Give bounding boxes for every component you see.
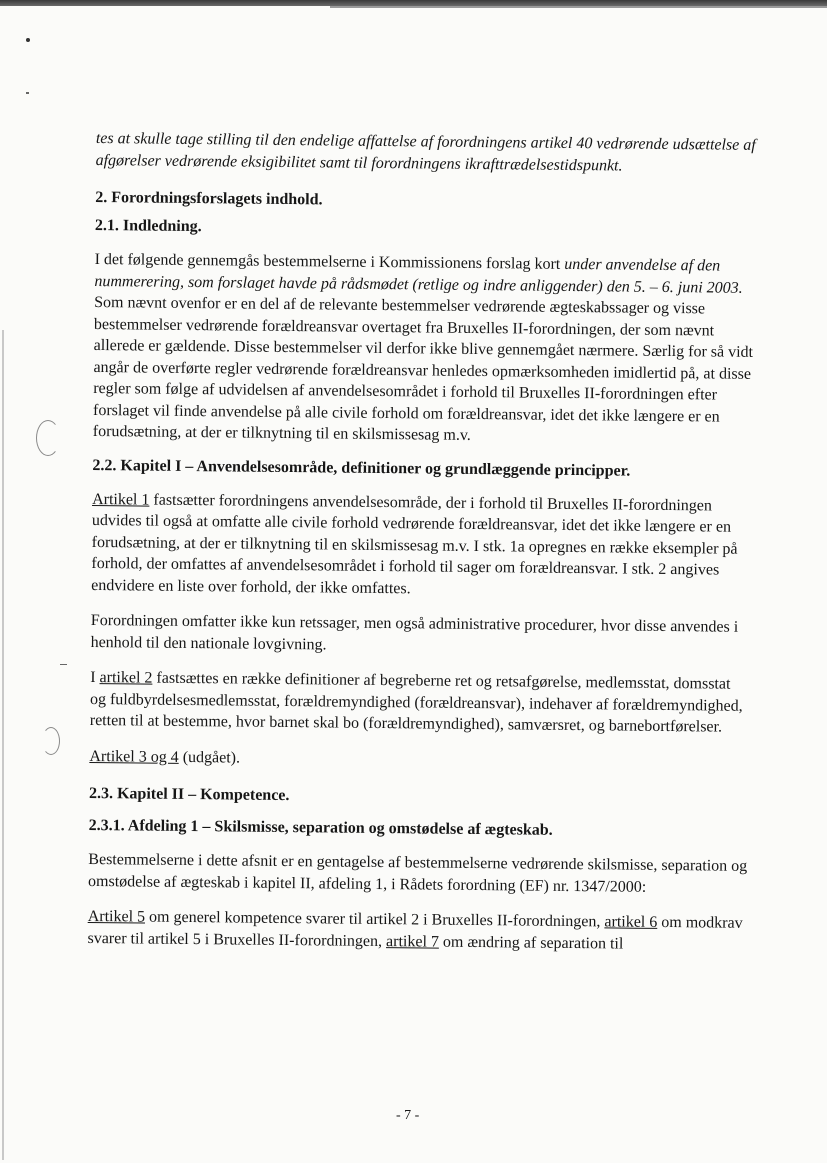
document-body (87, 128, 756, 956)
article-reference: artikel 7 (385, 932, 440, 951)
heading-2-3-1: 2.3.1. Afdeling 1 – Skilsmisse, separation og omstødelse af ægteskab. (88, 816, 553, 839)
text-segment: (udgået). (178, 748, 241, 767)
scan-left-edge (2, 330, 4, 1160)
heading-2: 2. Forordningsforslagets indhold. (95, 188, 323, 209)
text-segment: I det følgende gennemgås bestemmelserne i Kommissionens forslag kort (94, 250, 565, 273)
text-segment: I (90, 668, 100, 687)
article-reference: Artikel 1 (92, 490, 150, 509)
article-reference: Artikel 5 (87, 907, 146, 926)
paragraph-artikel-1 (91, 488, 752, 602)
page-number: - 7 - (396, 1108, 420, 1123)
article-reference: artikel 2 (99, 669, 153, 687)
intro-paragraph: tes at skulle tage stilling til den endelige affattelse af forordningens artikel 40 vedrørende udsættelse af afgørelser vedrørende eksigibilitet samt til forordningens ikrafttrædelsestidspunkt. (95, 129, 756, 175)
paragraph-indledning (93, 249, 755, 449)
scan-speck (26, 38, 30, 42)
paragraph-artikel-3-4 (89, 745, 749, 773)
paragraph-administrative: Forordningen omfatter ikke kun retssager, men også administrative procedurer, hvor disse anvendes i henhold til den nationale lovgivning. (90, 611, 739, 653)
text-segment: om generel kompetence svarer til artikel 2 i Bruxelles II-forordningen, (144, 908, 605, 931)
text-segment: om ændring af separation til (438, 933, 624, 953)
scan-speck (60, 664, 67, 665)
italic-segment: under anvendelse af den nummerering, som forslaget havde på rådsmødet (retlige og indre anliggender) den 5. – 6. juni 2003. (94, 255, 743, 297)
scan-speck (26, 92, 29, 94)
article-reference: Artikel 3 og 4 (89, 747, 179, 766)
text-segment: fastsættes en række definitioner af begreberne ret og retsafgørelse, medlemsstat, domsstat og fuldbyrdelsesmedlemsstat, forældremyndighed (forældreansvar), indehaver af forældremyndighed, retten til at bestemme, hvor barnet skal bo (forældremyndighed), samværsret, og barnebortførelser. (89, 669, 743, 736)
heading-2-3: 2.3. Kapitel II – Kompetence. (88, 784, 290, 805)
scan-top-edge-shadow (330, 6, 827, 8)
paragraph-artikel-5 (87, 906, 747, 956)
text-segment: Som nævnt ovenfor er en del af de relevante bestemmelser vedrørende ægteskabssager og visse bestemmelser vedrørende forældreansvar overtaget fra Bruxelles II-forordningen, der som nævnt allerede er gældende. Disse bestemmelser vil derfor ikke blive gennemgået nærmere. Særlig for så vidt angår de overførte regler vedrørende forældreansvar henledes opmærksomheden imidlertid på, at disse regler som følge af udvidelsen af anvendelsesområdet i forhold til Bruxelles II-forordningen efter forslaget vil finde anvendelse på alle civile forhold om forældreansvar, idet det ikke længere er en forudsætning, at der er tilknytning til en skilsmissesag m.v. (92, 293, 754, 444)
text-segment: fastsætter forordningens anvendelsesområde, der i forhold til Bruxelles II-forordningen udvides til også at omfatte alle civile forhold vedrørende forældreansvar, idet det ikke længere er en forudsætning, at der er tilknytning til en skilsmissesag m.v. I stk. 1a opregnes en række eksempler på forhold, der omfattes af anvendelsesområdet i forhold til sager om forældreansvar. I stk. 2 angives endvidere en liste over forhold, der ikke omfattes. (91, 491, 738, 597)
heading-2-2: 2.2. Kapitel I – Anvendelsesområde, definitioner og grundlæggende principper. (92, 456, 631, 480)
punch-hole-mark (36, 420, 60, 456)
heading-2-1: 2.1. Indledning. (94, 216, 202, 236)
paragraph-artikel-2 (90, 667, 751, 738)
article-reference: artikel 6 (604, 913, 658, 931)
text-segment: om modkrav svarer til artikel 5 i Bruxelles II-forordningen, (87, 913, 743, 950)
punch-hole-mark (42, 727, 60, 755)
paragraph-afdeling-1: Bestemmelserne i dette afsnit er en gentagelse af bestemmelserne vedrørende skilsmisse, separation og omstødelse af ægteskab i kapitel II, afdeling 1, i Rådets forordning (EF) nr. 1347/2000: (88, 850, 748, 896)
